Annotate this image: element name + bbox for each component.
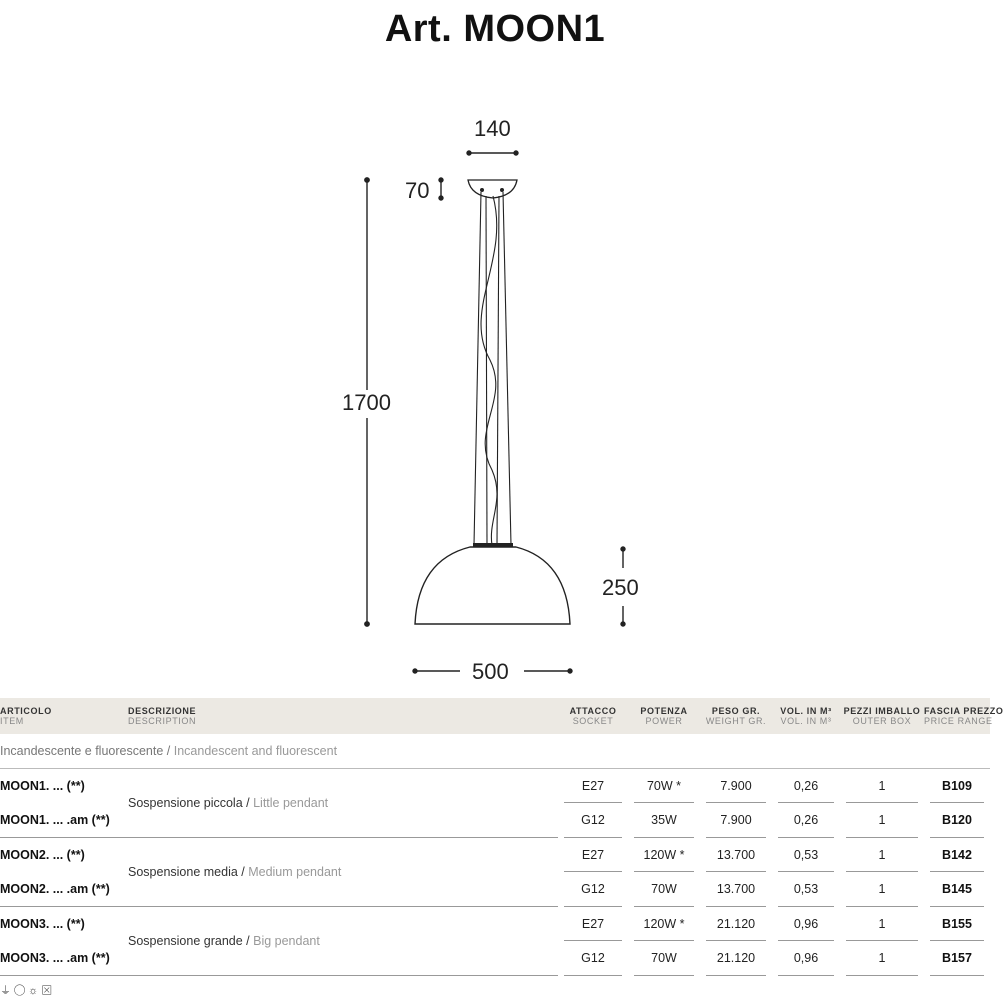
- weight-cell: 13.700: [700, 838, 772, 873]
- dim-70: 70: [405, 178, 430, 203]
- item-code: MOON2. ... .am (**): [0, 872, 128, 907]
- shade-shape: [415, 547, 570, 624]
- dim-250: 250: [602, 575, 639, 600]
- dim-1700: 1700: [342, 390, 391, 415]
- certification-icons: [0, 982, 52, 998]
- ip20-icon: ◯: [14, 985, 26, 997]
- price-cell: B155: [924, 907, 990, 942]
- no-dimming-icon: ⊠: [41, 985, 53, 997]
- table-row: [0, 838, 990, 873]
- page-title: Art. MOON1: [384, 8, 606, 50]
- box-cell: 1: [840, 838, 924, 873]
- price-cell: B157: [924, 941, 990, 976]
- weight-cell: 21.120: [700, 941, 772, 976]
- product-table-wrap: [0, 698, 1003, 976]
- table-row: [0, 769, 990, 804]
- socket-cell: G12: [558, 872, 628, 907]
- socket-cell: E27: [558, 907, 628, 942]
- dim-140: 140: [474, 116, 511, 141]
- item-description: Sospensione media / Medium pendant: [128, 838, 558, 907]
- box-cell: 1: [840, 769, 924, 804]
- volume-cell: 0,96: [772, 907, 840, 942]
- power-cell: 35W: [628, 803, 700, 838]
- dim-500: 500: [472, 659, 509, 684]
- box-cell: 1: [840, 872, 924, 907]
- item-description: Sospensione grande / Big pendant: [128, 907, 558, 976]
- box-cell: 1: [840, 907, 924, 942]
- table-header-row: [0, 698, 990, 734]
- power-cell: 70W: [628, 872, 700, 907]
- item-code: MOON3. ... (**): [0, 917, 85, 931]
- canopy-width-dimension: [467, 151, 518, 155]
- header-item: ARTICOLO ITEM: [0, 706, 52, 726]
- suspension-cables: [474, 192, 511, 545]
- canopy-shape: [468, 180, 517, 198]
- power-cell: 120W *: [628, 838, 700, 873]
- weight-cell: 7.900: [700, 803, 772, 838]
- price-cell: B142: [924, 838, 990, 873]
- header-weight: PESO GR. WEIGHT GR.: [705, 706, 767, 726]
- table-row: [0, 907, 990, 942]
- canopy-height-dimension: [439, 178, 443, 200]
- power-cell: 70W *: [628, 769, 700, 804]
- header-volume: VOL. IN M³ VOL. IN M³: [780, 706, 832, 726]
- price-cell: B145: [924, 872, 990, 907]
- price-cell: B109: [924, 769, 990, 804]
- box-cell: 1: [840, 941, 924, 976]
- socket-cell: G12: [558, 803, 628, 838]
- section-label: Incandescente e fluorescente / Incandescent and fluorescent: [0, 734, 990, 769]
- volume-cell: 0,26: [772, 769, 840, 804]
- volume-cell: 0,96: [772, 941, 840, 976]
- product-table: [0, 698, 1003, 976]
- item-code: MOON2. ... (**): [0, 848, 85, 862]
- volume-cell: 0,53: [772, 872, 840, 907]
- power-cell: 120W *: [628, 907, 700, 942]
- header-power: POTENZA POWER: [640, 706, 688, 726]
- weight-cell: 21.120: [700, 907, 772, 942]
- item-code: MOON1. ... (**): [0, 779, 85, 793]
- product-rows: [0, 769, 990, 976]
- volume-cell: 0,53: [772, 838, 840, 873]
- socket-cell: E27: [558, 838, 628, 873]
- header-socket: ATTACCO SOCKET: [569, 706, 617, 726]
- class-i-icon: ⏚: [0, 985, 11, 997]
- header-description: DESCRIZIONE DESCRIPTION: [128, 706, 197, 726]
- price-cell: B120: [924, 803, 990, 838]
- item-code: MOON3. ... .am (**): [0, 941, 128, 976]
- header-outer-box: PEZZI IMBALLO OUTER BOX: [843, 706, 921, 726]
- box-cell: 1: [840, 803, 924, 838]
- power-cell: 70W: [628, 941, 700, 976]
- weight-cell: 7.900: [700, 769, 772, 804]
- weight-cell: 13.700: [700, 872, 772, 907]
- section-row: [0, 734, 990, 769]
- dimmable-icon: ☼: [28, 985, 39, 997]
- socket-cell: G12: [558, 941, 628, 976]
- header-price-range: FASCIA PREZZO PRICE RANGE: [924, 706, 1003, 726]
- item-code: MOON1. ... .am (**): [0, 803, 128, 838]
- socket-cell: E27: [558, 769, 628, 804]
- volume-cell: 0,26: [772, 803, 840, 838]
- item-description: Sospensione piccola / Little pendant: [128, 769, 558, 838]
